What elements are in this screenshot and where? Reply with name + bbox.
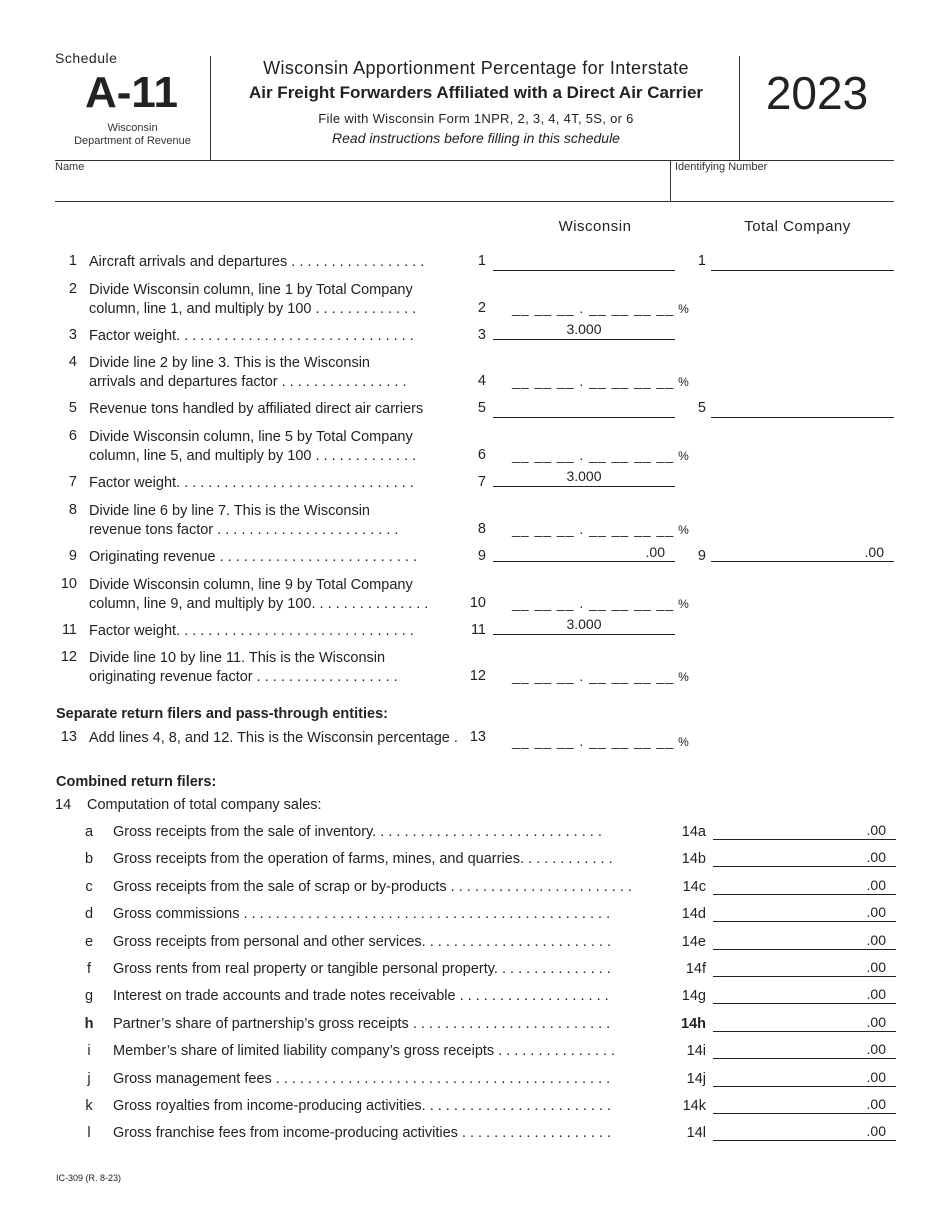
- sales-amount-input[interactable]: .00: [713, 1069, 896, 1087]
- sales-letter: j: [87, 1071, 91, 1087]
- sales-amount-input[interactable]: .00: [713, 877, 896, 895]
- percent-blank: __ __ __ . __ __ __ __: [512, 668, 675, 684]
- line-number: 11: [61, 622, 77, 638]
- line-number: 13: [60, 729, 77, 745]
- name-input[interactable]: [55, 176, 667, 200]
- sales-ref: 14b: [681, 851, 706, 867]
- sales-letter: b: [84, 851, 94, 867]
- line-text-2: arrivals and departures factor . . . . . . . . . . . . . . . .: [89, 374, 407, 390]
- sales-amount-input[interactable]: .00: [713, 849, 896, 867]
- line-number: 5: [68, 400, 77, 416]
- total-ref: 5: [697, 400, 706, 416]
- sales-text: Gross receipts from personal and other services. . . . . . . . . . . . . . . . . . . . . . . .: [113, 934, 611, 950]
- line-text-1: Divide Wisconsin column, line 5 by Total Company: [89, 429, 413, 445]
- total-revenue-tons-input[interactable]: [711, 399, 894, 418]
- wisconsin-originating-revenue-input[interactable]: .00: [493, 544, 675, 562]
- percent-symbol: %: [678, 302, 689, 316]
- line-number: 8: [68, 502, 77, 518]
- line-ref: 12: [469, 668, 486, 684]
- sales-letter: h: [84, 1016, 94, 1032]
- sales-amount-input[interactable]: .00: [713, 1096, 896, 1114]
- line-number: 2: [68, 281, 77, 297]
- dept-line1: Wisconsin: [107, 122, 158, 134]
- name-label: Name: [55, 161, 85, 173]
- percent-field[interactable]: [512, 373, 689, 389]
- column-head-wisconsin: Wisconsin: [558, 218, 632, 235]
- sales-amount-input[interactable]: .00: [713, 986, 896, 1004]
- line-number: 1: [68, 253, 77, 269]
- line-number: 6: [68, 428, 77, 444]
- section-separate-return: Separate return filers and pass-through entities:: [56, 706, 388, 722]
- sales-text: Gross management fees . . . . . . . . . . . . . . . . . . . . . . . . . . . . . . . . . . . . . . . . . .: [113, 1071, 611, 1087]
- line-number: 10: [60, 576, 77, 592]
- identifying-number-label: Identifying Number: [675, 161, 768, 173]
- sales-letter: d: [84, 906, 94, 922]
- line-ref: 5: [477, 400, 486, 416]
- sales-amount-input[interactable]: .00: [713, 1014, 896, 1032]
- name-row-bottom-rule: [55, 201, 894, 202]
- percent-blank: __ __ __ . __ __ __ __: [512, 521, 675, 537]
- line-ref: 10: [469, 595, 486, 611]
- percent-field[interactable]: [512, 733, 689, 749]
- line-ref: 6: [477, 447, 486, 463]
- sales-ref: 14h: [681, 1016, 706, 1032]
- identifying-number-input[interactable]: [675, 176, 893, 200]
- line-ref: 7: [477, 474, 486, 490]
- schedule-label: Schedule: [55, 50, 118, 66]
- line-ref: 8: [477, 521, 486, 537]
- line-ref: 4: [477, 373, 486, 389]
- sales-ref: 14f: [685, 961, 706, 977]
- read-instructions-note: Read instructions before filling in this schedule: [332, 130, 620, 146]
- header-divider-left: [210, 56, 211, 160]
- percent-blank: __ __ __ . __ __ __ __: [512, 300, 675, 316]
- line-ref: 2: [477, 300, 486, 316]
- sales-amount-input[interactable]: .00: [713, 1041, 896, 1059]
- line-text-2: column, line 1, and multiply by 100 . . . . . . . . . . . . .: [89, 301, 417, 317]
- sales-text: Gross receipts from the sale of scrap or by-products . . . . . . . . . . . . . . . . . . . . . . .: [113, 879, 632, 895]
- percent-field[interactable]: [512, 595, 689, 611]
- sales-text: Member’s share of limited liability company’s gross receipts . . . . . . . . . . . . . . .: [113, 1043, 616, 1059]
- factor-weight-value: 3.000: [493, 321, 675, 340]
- sales-ref: 14l: [686, 1125, 706, 1141]
- sales-amount-input[interactable]: .00: [713, 932, 896, 950]
- line-number: 12: [60, 649, 77, 665]
- line-ref: 1: [477, 253, 486, 269]
- percent-blank: __ __ __ . __ __ __ __: [512, 447, 675, 463]
- line-text-2: column, line 9, and multiply by 100. . . . . . . . . . . . . . .: [89, 596, 429, 612]
- line-text-1: Divide line 2 by line 3. This is the Wisconsin: [89, 355, 370, 371]
- sales-text: Gross franchise fees from income-producing activities . . . . . . . . . . . . . . . . . . .: [113, 1125, 611, 1141]
- percent-blank: __ __ __ . __ __ __ __: [512, 373, 675, 389]
- title-line2: Air Freight Forwarders Affiliated with a Direct Air Carrier: [248, 83, 704, 102]
- form-number: IC-309 (R. 8-23): [56, 1173, 122, 1183]
- department-name: [55, 122, 210, 148]
- tax-year: 2023: [765, 67, 869, 119]
- sales-letter: g: [84, 988, 94, 1004]
- schedule-id: A-11: [85, 68, 178, 117]
- total-aircraft-input[interactable]: [711, 252, 894, 271]
- line-text: Factor weight. . . . . . . . . . . . . . . . . . . . . . . . . . . . . .: [89, 328, 414, 344]
- sales-text: Gross receipts from the operation of farms, mines, and quarries. . . . . . . . . . . .: [113, 851, 613, 867]
- total-originating-revenue-input[interactable]: .00: [711, 544, 894, 562]
- name-row-top-rule: [55, 160, 894, 161]
- line-text: Revenue tons handled by affiliated direct air carriers: [89, 401, 424, 417]
- schedule-header: [55, 50, 210, 147]
- percent-blank: __ __ __ . __ __ __ __: [512, 595, 675, 611]
- sales-amount-input[interactable]: .00: [713, 1123, 896, 1141]
- sales-ref: 14d: [681, 906, 706, 922]
- line-text: Computation of total company sales:: [87, 797, 322, 813]
- dept-line2: Department of Revenue: [74, 135, 191, 147]
- sales-letter: i: [87, 1043, 91, 1059]
- wisconsin-revenue-tons-input[interactable]: [493, 399, 675, 418]
- title-line1: Wisconsin Apportionment Percentage for Interstate: [263, 58, 689, 78]
- file-with-note: File with Wisconsin Form 1NPR, 2, 3, 4, 4T, 5S, or 6: [318, 111, 634, 126]
- line-text: Factor weight. . . . . . . . . . . . . . . . . . . . . . . . . . . . . .: [89, 623, 414, 639]
- line-ref: 11: [470, 622, 486, 638]
- line-text-1: Divide Wisconsin column, line 9 by Total Company: [89, 577, 413, 593]
- wisconsin-aircraft-input[interactable]: [493, 252, 675, 271]
- percent-field[interactable]: [512, 521, 689, 537]
- line-ref: 9: [477, 548, 486, 564]
- total-ref: 9: [697, 548, 706, 564]
- sales-ref: 14c: [682, 879, 706, 895]
- line-text-1: Divide Wisconsin column, line 1 by Total Company: [89, 282, 413, 298]
- sales-text: Gross royalties from income-producing activities. . . . . . . . . . . . . . . . . . . . . . . .: [113, 1098, 611, 1114]
- sales-letter: f: [86, 961, 92, 977]
- column-head-total-company: Total Company: [744, 218, 851, 235]
- sales-text: Gross commissions . . . . . . . . . . . . . . . . . . . . . . . . . . . . . . . . . . . . . . . . . . . . . .: [113, 906, 611, 922]
- line-ref: 3: [477, 327, 486, 343]
- sales-amount-input[interactable]: .00: [713, 822, 896, 840]
- percent-field[interactable]: [512, 668, 689, 684]
- line-number: 4: [68, 354, 77, 370]
- line-number: 14: [55, 797, 72, 813]
- line-text: Aircraft arrivals and departures . . . . . . . . . . . . . . . . .: [89, 254, 425, 270]
- sales-amount-input[interactable]: .00: [713, 904, 896, 922]
- percent-symbol: %: [678, 597, 689, 611]
- line-text-1: Divide line 10 by line 11. This is the Wisconsin: [89, 650, 386, 666]
- sales-amount-input[interactable]: .00: [713, 959, 896, 977]
- factor-weight-value: 3.000: [493, 468, 675, 487]
- line-text: Factor weight. . . . . . . . . . . . . . . . . . . . . . . . . . . . . .: [89, 475, 414, 491]
- section-combined-return: Combined return filers:: [56, 774, 217, 790]
- line-text-2: column, line 5, and multiply by 100 . . . . . . . . . . . . .: [89, 448, 417, 464]
- sales-ref: 14j: [686, 1071, 706, 1087]
- name-id-divider: [670, 160, 671, 201]
- line-text: Add lines 4, 8, and 12. This is the Wisconsin percentage .: [89, 730, 458, 746]
- sales-letter: k: [85, 1098, 93, 1114]
- percent-symbol: %: [678, 449, 689, 463]
- sales-letter: a: [84, 824, 94, 840]
- percent-symbol: %: [678, 523, 689, 537]
- percent-symbol: %: [678, 735, 689, 749]
- sales-letter: e: [84, 934, 94, 950]
- sales-ref: 14a: [681, 824, 706, 840]
- sales-ref: 14k: [682, 1098, 706, 1114]
- total-ref: 1: [697, 253, 706, 269]
- sales-letter: l: [87, 1125, 91, 1141]
- sales-text: Gross rents from real property or tangible personal property. . . . . . . . . . . . . . .: [113, 961, 611, 977]
- line-number: 3: [68, 327, 77, 343]
- line-ref: 13: [469, 729, 486, 745]
- percent-field[interactable]: [512, 300, 689, 316]
- percent-blank: __ __ __ . __ __ __ __: [512, 733, 675, 749]
- sales-letter: c: [85, 879, 93, 895]
- sales-text: Interest on trade accounts and trade notes receivable . . . . . . . . . . . . . . . . . . .: [113, 988, 609, 1004]
- sales-text: Partner’s share of partnership’s gross receipts . . . . . . . . . . . . . . . . . . . . . . . . .: [113, 1016, 611, 1032]
- line-text-1: Divide line 6 by line 7. This is the Wisconsin: [89, 503, 370, 519]
- sales-ref: 14g: [681, 988, 706, 1004]
- percent-symbol: %: [678, 375, 689, 389]
- line-text: Originating revenue . . . . . . . . . . . . . . . . . . . . . . . . .: [89, 549, 417, 565]
- sales-ref: 14e: [681, 934, 706, 950]
- line-number: 7: [68, 474, 77, 490]
- line-text-2: originating revenue factor . . . . . . . . . . . . . . . . . .: [89, 669, 398, 685]
- percent-field[interactable]: [512, 447, 689, 463]
- form-title: [212, 58, 740, 146]
- sales-ref: 14i: [686, 1043, 706, 1059]
- percent-symbol: %: [678, 670, 689, 684]
- factor-weight-value: 3.000: [493, 616, 675, 635]
- line-number: 9: [68, 548, 77, 564]
- line-text-2: revenue tons factor . . . . . . . . . . . . . . . . . . . . . . .: [89, 522, 399, 538]
- sales-text: Gross receipts from the sale of inventory. . . . . . . . . . . . . . . . . . . . . . . . . . . . .: [113, 824, 602, 840]
